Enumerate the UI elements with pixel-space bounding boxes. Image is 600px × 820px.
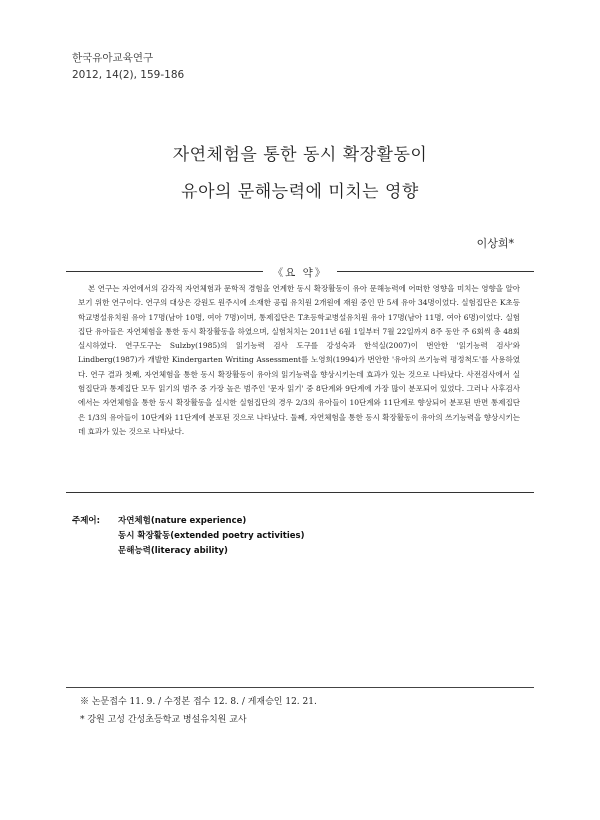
author-name: 이상희* xyxy=(476,237,514,250)
paper-title-line-1: 자연체험을 통한 동시 확장활동이 xyxy=(172,145,428,165)
footnote-rule xyxy=(66,687,534,688)
keywords-label: 주제어: xyxy=(72,516,101,526)
keyword-item: 문해능력(literacy ability) xyxy=(118,546,228,556)
abstract-body: 본 연구는 자연에서의 감각적 자연체험과 문학적 경험을 연계한 동시 확장활동이 유아 문해능력에 어떠한 영향을 미치는 영향을 알아보기 위한 연구이다. 연구의 대상은 강원도 원주시에 소재한 공립 유치원 2개원에 재원 중인 만 5세 유아 34명이었다. 실험집단은 K초등학교병설유치원 유아 17명(남아 10명, 여아 7명)이며, 통제집단은 T초등학교병설유치원 유아 17명(남아 11명, 여아 6명)이었다. 실험집단 유아들은 자연체험을 통한 동시 확장활동을 하였으며, 실험처치는 2011년 6월 1일부터 7월 22일까지 8주 동안 주 6회씩 총 48회 실시하였다. 연구도구는 Sulzby(1985)의 읽기능력 검사 도구를 강성숙과 한석실(2007)이 번안한 '읽기능력 검사'와 Lindberg(1987)가 개발한 Kindergarten Writing Assessment를 노영희(1994)가 번안한 '유아의 쓰기능력 평정척도'를 사용하였다. 연구 결과 첫째, 자연체험을 통한 동시 확장활동이 유아의 읽기능력을 향상시키는데 효과가 있는 것으로 나타났다. 사전검사에서 실험집단과 통제집단 모두 읽기의 범주 중 가장 높은 범주인 '문자 읽기' 중 8단계와 9단계에 가장 많이 분포되어 있었다. 그러나 사후검사에서는 자연체험을 통한 동시 확장활동을 실시한 실험집단의 경우 2/3의 유아들이 10단계와 11단계로 향상되어 분포된 반면 통제집단은 1/3의 유아들이 10단계와 11단계에 분포된 것으로 나타났다. 둘째, 자연체험을 통한 동시 확장활동이 유아의 쓰기능력을 향상시키는데 효과가 있는 것으로 나타났다. xyxy=(78,284,520,436)
journal-header xyxy=(72,50,184,84)
paper-title-line-2: 유아의 문해능력에 미치는 영향 xyxy=(181,182,419,202)
keyword-item: 자연체험(nature experience) xyxy=(118,516,247,526)
footnote-affiliation: * 강원 고성 간성초등학교 병설유치원 교사 xyxy=(80,715,247,725)
abstract-heading-text: 《요 약》 xyxy=(263,267,338,279)
footnote-dates: ※ 논문접수 11. 9. / 수정본 접수 12. 8. / 게재승인 12. 21. xyxy=(80,697,317,707)
abstract-bottom-rule xyxy=(66,492,534,493)
keyword-item: 동시 확장활동(extended poetry activities) xyxy=(118,531,305,541)
abstract-heading xyxy=(0,263,600,281)
keywords-block xyxy=(72,514,304,559)
journal-name: 한국유아교육연구 xyxy=(72,52,154,64)
journal-citation: 2012, 14(2), 159-186 xyxy=(72,69,185,81)
